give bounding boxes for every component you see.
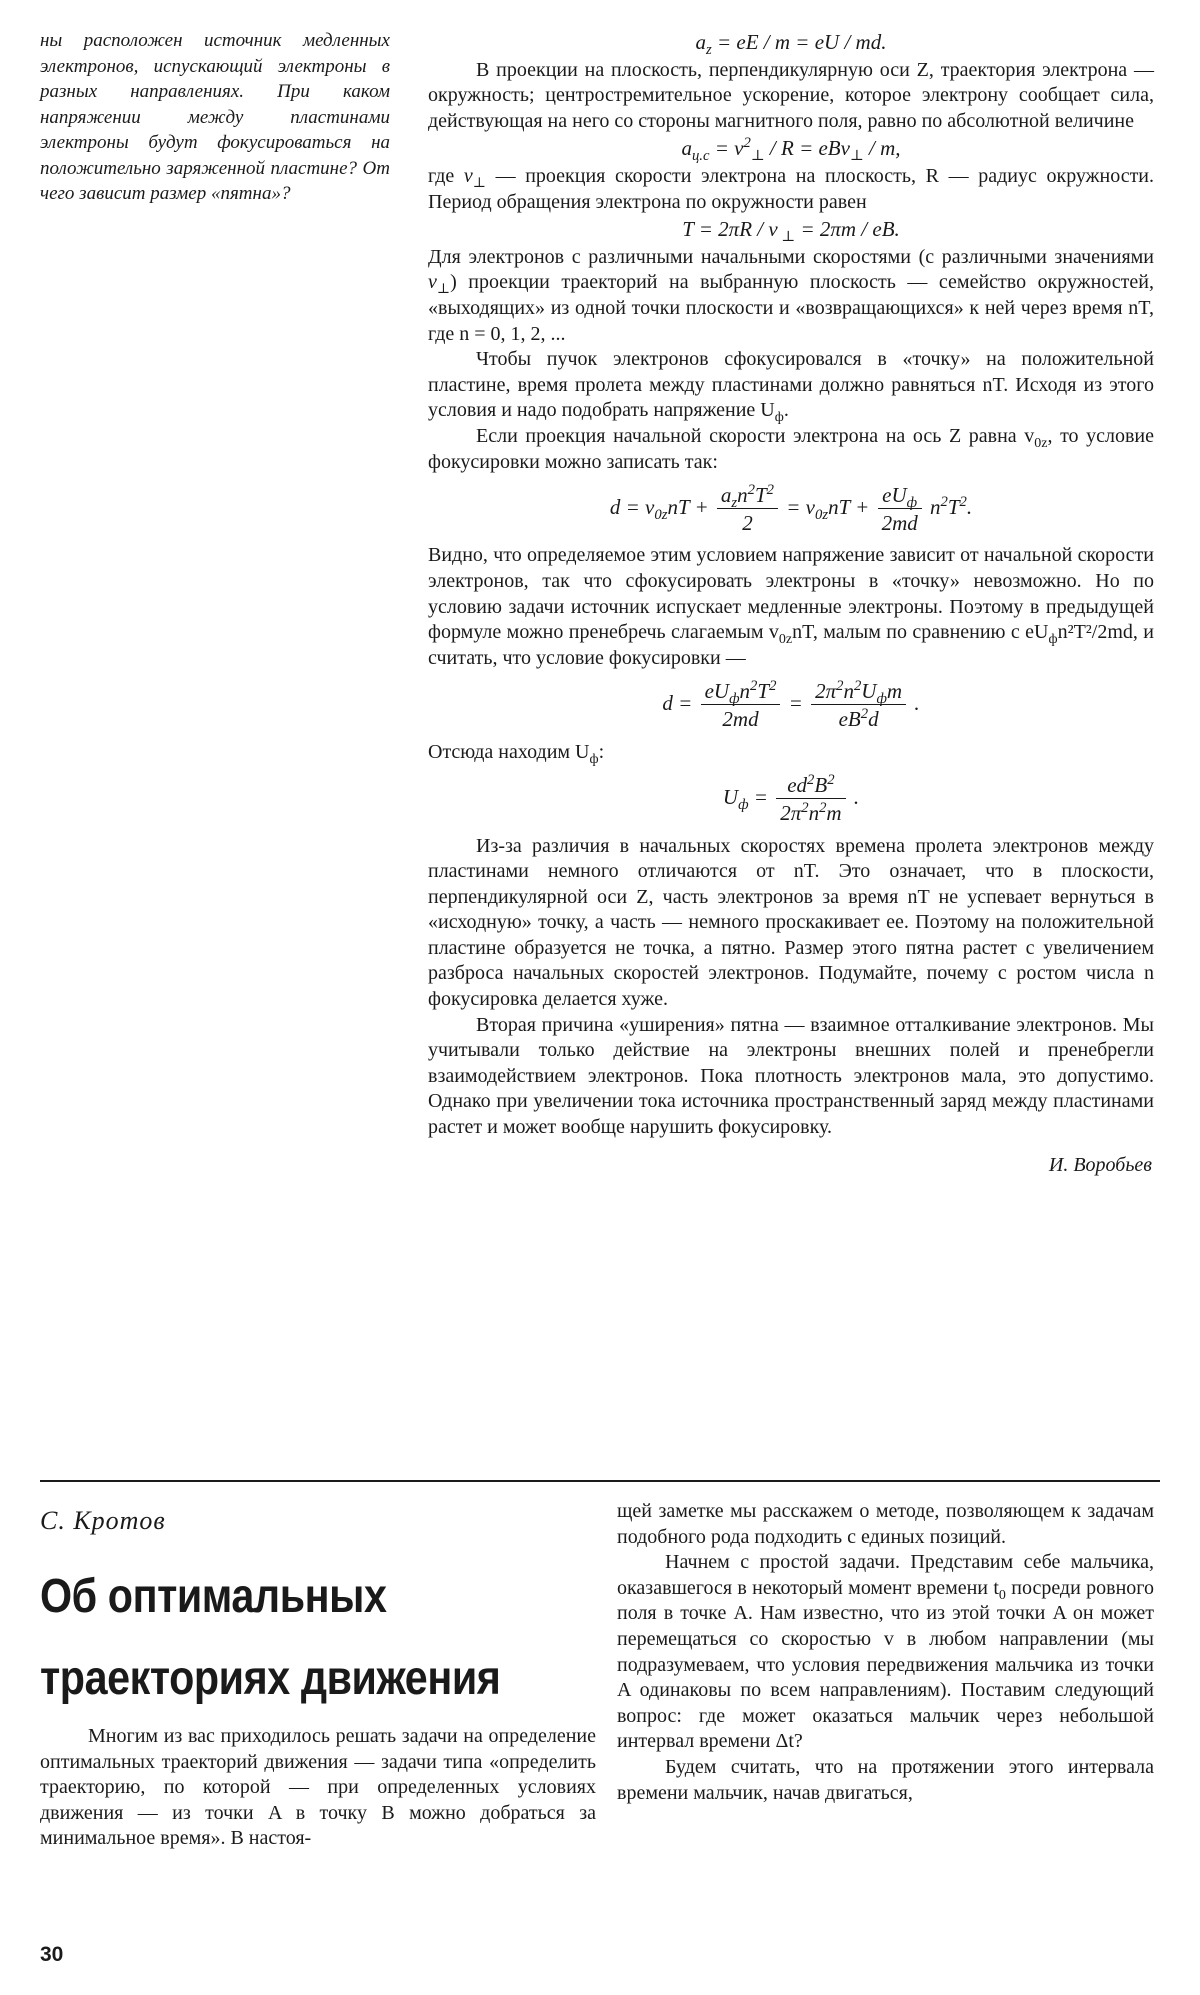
equation-period: T = 2πR / v $_\perp$ = 2πm / eB. xyxy=(682,217,900,246)
paragraph: щей заметке мы расскажем о методе, позволяющем к задачам подобного рода подходить с единых позиций. xyxy=(617,1500,1154,1548)
equation-uf: $U_ф$ = $\frac{ed^2B^2}{2\pi^2n^2m}$ . xyxy=(722,772,860,826)
equation-focus-condition: $d = v_{0z}nT$ + $\frac{a_zn^2T^2}{2}$ = $v_{0z}nT$ + $\frac{eU_ф}{2md}$ $n^2T^2$. xyxy=(609,482,973,536)
equation-d: d = $\frac{eU_фn^2T^2}{2md}$ = $\frac{2\pi^2n^2U_фm}{eB^2d}$ . xyxy=(662,678,920,732)
problem-statement xyxy=(40,28,390,207)
paragraph: Для электронов с различными начальными скоростями (с различными значениями $v_\perp$) проекции траекторий на выбранную плоскость — семейство окружностей, «выходящих» из одной точки плоскости и «возвращающихся» к ней через время nT, где n = 0, 1, 2, ... xyxy=(428,245,1154,345)
title-line: Об оптимальных xyxy=(40,1570,387,1623)
section-divider xyxy=(40,1480,1160,1482)
title-line: траекториях движения xyxy=(40,1652,501,1705)
paragraph: Видно, что определяемое этим условием напряжение зависит от начальной скорости электронов, так что сфокусировать электроны в «точку» невозможно. Но по условию задачи источник испускает медленные электроны. Поэтому в предыдущей формуле можно пренебречь слагаемым $v_{0z}nT$, малым по сравнению с $eU_фn^2T^2/2md$, и считать, что условие фокусировки — xyxy=(428,544,1154,669)
paragraph: Из-за различия в начальных скоростях времена пролета электронов между пластинами немного отличаются от nT. Это означает, что в плоскости, перпендикулярной оси Z, часть электронов за время nT не успевает вернуться в «исходную» точку, а часть — немного проскакивает ее. Поэтому на положительной пластине образуется не точка, а пятно. Размер этого пятна растет с увеличением разброса начальных скоростей электронов. Подумайте, почему с ростом числа n фокусировка делается хуже. xyxy=(428,834,1154,1011)
article-column-2 xyxy=(617,1499,1154,1806)
article-title xyxy=(40,1556,522,1720)
paragraph: Чтобы пучок электронов сфокусировался в «точку» на положительной пластине, время пролета между пластинами должно равняться nT. Исходя из этого условия и надо подобрать напряжение $U_ф$. xyxy=(428,348,1154,426)
paragraph: Начнем с простой задачи. Представим себе мальчика, оказавшегося в некоторый момент времени $t_0$ посреди ровного поля в точке A. Нам известно, что из этой точки A он может перемещаться со скоростью v в любом направлении (мы подразумеваем, что условия передвижения мальчика из точки A одинаковы по всем направлениям). Поставим следующий вопрос: где может оказаться мальчик через небольшой интервал времени Δt? xyxy=(617,1551,1155,1753)
paragraph: Вторая причина «уширения» пятна — взаимное отталкивание электронов. Мы учитывали только действие на электроны внешних полей и пренебрегли взаимодействием электронов. Пока плотность электронов мала, это допустимо. Однако при увеличении тока источника пространственный заряд между пластинами растет и может вообще нарушить фокусировку. xyxy=(428,1013,1154,1139)
paragraph: Отсюда находим $U_ф$: xyxy=(428,740,605,767)
problem-text: ны расположен источник медленных электронов, испускающий электроны в разных направлениях. При каком напряжении между пластинами электроны будут фокусироваться на положительно заряженной пластине? От чего зависит размер «пятна»? xyxy=(40,30,390,204)
article-author: С. Кротов xyxy=(40,1506,166,1535)
article-intro: Многим из вас приходилось решать задачи на определение оптимальных траекторий движения — задачи типа «определить траекторию, по которой — при определенных условиях движения — из точки A в точку B можно добраться за минимальное время». В настоя- xyxy=(40,1725,596,1850)
paragraph: где $v_\perp$ — проекция скорости электрона на плоскость, R — радиус окружности. Период обращения электрона по окружности равен xyxy=(428,164,1155,213)
page-number: 30 xyxy=(40,1943,64,1966)
equation-az: $a_z$ = eE / m = eU / md. xyxy=(695,30,887,59)
paragraph: Если проекция начальной скорости электрона на ось Z равна $v_{0z}$, то условие фокусировки можно записать так: xyxy=(428,424,1155,473)
paragraph: Будем считать, что на протяжении этого интервала времени мальчик, начав двигаться, xyxy=(617,1755,1154,1804)
equation-centripetal: $a_{ц.с} = v^2_\perp / R = eBv_\perp / m$, xyxy=(681,135,901,165)
solution-column xyxy=(428,28,1154,1178)
author-signature: И. Воробьев xyxy=(1048,1153,1152,1176)
paragraph: В проекции на плоскость, перпендикулярную оси Z, траектория электрона — окружность; центростремительное ускорение, которое электрону сообщает сила, действующая на него со стороны магнитного поля, равно по абсолютной величине xyxy=(428,58,1154,132)
